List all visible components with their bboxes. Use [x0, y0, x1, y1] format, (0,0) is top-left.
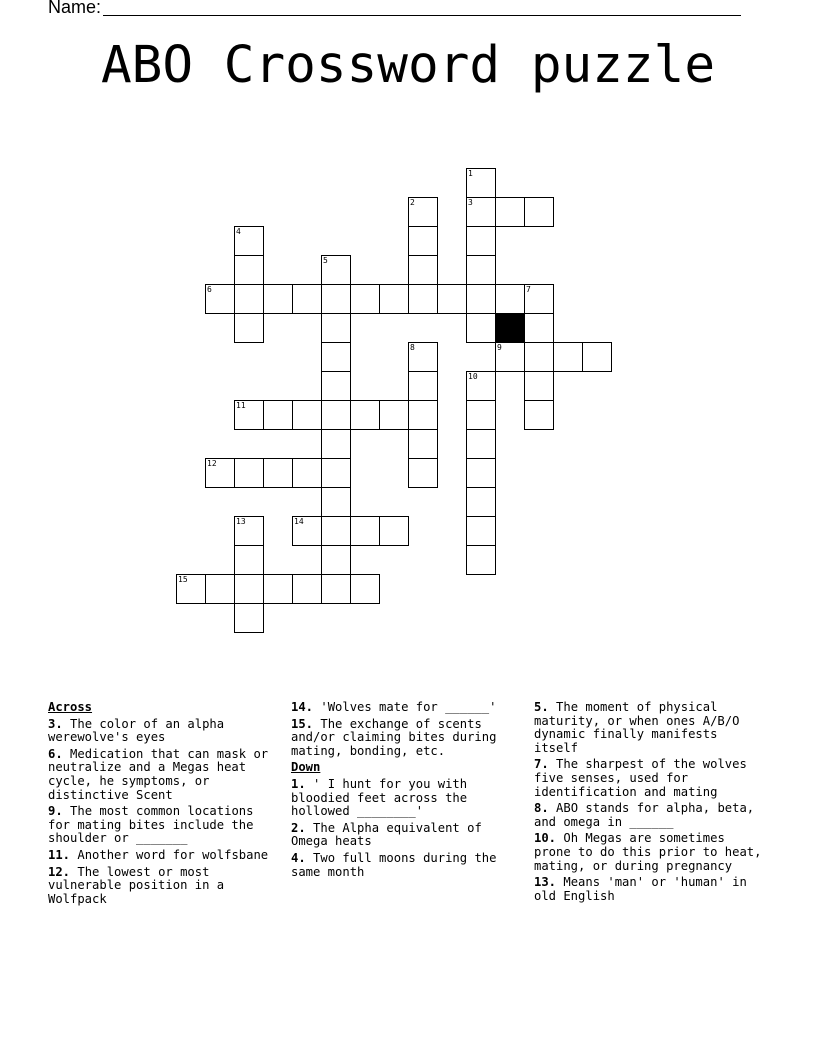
clue-number-1: 1 — [468, 169, 473, 178]
clue-number-8: 8 — [410, 343, 415, 352]
grid-cell[interactable] — [292, 400, 322, 430]
grid-cell[interactable] — [466, 487, 496, 517]
grid-cell[interactable] — [524, 197, 554, 227]
clue-text: Oh Megas are sometimes prone to do this prior to heat, mating, or during pregnancy — [534, 831, 769, 873]
page-title: ABO Crossword puzzle — [100, 36, 716, 95]
clue-text: The most common locations for mating bites include the shoulder or _______ — [48, 804, 261, 846]
grid-cell[interactable] — [234, 284, 264, 314]
clue-number-6: 6 — [207, 285, 212, 294]
grid-cell[interactable] — [234, 255, 264, 285]
down-clue-list-continued — [534, 700, 769, 903]
grid-cell[interactable] — [408, 226, 438, 256]
grid-cell[interactable] — [321, 487, 351, 517]
grid-cell[interactable] — [321, 516, 351, 546]
grid-cell[interactable] — [292, 284, 322, 314]
across-clue-list-continued — [291, 701, 521, 758]
clue-text: Two full moons during the same month — [291, 850, 504, 879]
grid-cell[interactable] — [350, 516, 380, 546]
clue-text: The lowest or most vulnerable position in a Wolfpack — [48, 864, 232, 906]
grid-cell[interactable] — [379, 284, 409, 314]
grid-cell[interactable] — [234, 458, 264, 488]
clue-text: The sharpest of the wolves five senses, used for identification and mating — [534, 757, 755, 799]
clue-number: 5. — [534, 700, 549, 714]
grid-cell[interactable] — [524, 313, 554, 343]
clue-text: Another word for wolfsbane — [70, 847, 269, 862]
across-clue-list — [48, 718, 278, 907]
grid-cell[interactable] — [408, 429, 438, 459]
grid-cell[interactable] — [321, 371, 351, 401]
across-clue — [291, 718, 521, 759]
across-heading: Across — [48, 700, 93, 714]
clue-number: 15. — [291, 716, 314, 731]
grid-cell[interactable] — [466, 400, 496, 430]
across-clue — [48, 748, 278, 802]
clue-number-4: 4 — [236, 227, 241, 236]
grid-cell[interactable] — [234, 603, 264, 633]
clue-number: 13. — [534, 875, 557, 890]
clue-number-5: 5 — [323, 256, 328, 265]
down-clue — [291, 822, 521, 849]
grid-cell[interactable] — [263, 574, 293, 604]
clue-number-13: 13 — [236, 517, 246, 526]
down-clue — [291, 852, 521, 879]
grid-cell[interactable] — [553, 342, 583, 372]
clue-number: 2. — [291, 820, 306, 835]
clue-text: The color of an alpha werewolve's eyes — [48, 716, 232, 745]
across-clue — [48, 849, 278, 863]
clues-column-3 — [534, 700, 769, 906]
clues-column-2 — [291, 701, 521, 882]
clue-number: 9. — [48, 804, 63, 819]
clue-number: 4. — [291, 850, 306, 865]
clue-number-15: 15 — [178, 575, 188, 584]
grid-cell[interactable] — [408, 255, 438, 285]
clue-number-10: 10 — [468, 372, 478, 381]
down-clue — [534, 876, 764, 903]
grid-cell[interactable] — [379, 400, 409, 430]
across-clue — [291, 701, 521, 715]
grid-cell[interactable] — [466, 545, 496, 575]
clue-text: Medication that can mask or neutralize and a Megas heat cycle, he symptoms, or distinctive Scent — [48, 746, 276, 802]
across-clue — [48, 866, 278, 907]
down-clue — [534, 831, 769, 873]
grid-cell[interactable] — [321, 574, 351, 604]
down-clue — [534, 701, 764, 755]
name-label: Name: — [48, 0, 102, 17]
clue-number: 10. — [534, 831, 557, 846]
grid-cell[interactable] — [321, 342, 351, 372]
clue-text: ' I hunt for you with bloodied feet across the hollowed ________' — [291, 776, 475, 819]
grid-cell[interactable] — [321, 400, 351, 430]
grid-cell[interactable] — [466, 255, 496, 285]
down-clue-list — [291, 778, 521, 879]
grid-cell[interactable] — [408, 371, 438, 401]
clue-number: 3. — [48, 716, 63, 731]
clue-number: 6. — [48, 746, 63, 761]
grid-cell[interactable] — [466, 516, 496, 546]
clue-number-2: 2 — [410, 198, 415, 207]
grid-cell[interactable] — [466, 429, 496, 459]
across-clue — [48, 718, 278, 745]
grid-cell[interactable] — [408, 458, 438, 488]
clue-number: 11. — [48, 847, 71, 862]
grid-cell[interactable] — [408, 284, 438, 314]
clue-number-3: 3 — [468, 198, 473, 207]
clue-text: 'Wolves mate for ______' — [313, 700, 497, 714]
down-heading: Down — [291, 760, 321, 775]
grid-cell[interactable] — [321, 313, 351, 343]
grid-cell[interactable] — [321, 458, 351, 488]
clue-number: 8. — [534, 801, 549, 816]
grid-cell[interactable] — [321, 429, 351, 459]
grid-cell[interactable] — [466, 284, 496, 314]
clue-number-12: 12 — [207, 459, 217, 468]
grid-cell[interactable] — [263, 458, 293, 488]
clue-number: 1. — [291, 776, 306, 791]
clue-text: The exchange of scents and/or claiming bites during mating, bonding, etc. — [291, 716, 504, 758]
grid-cell[interactable] — [350, 574, 380, 604]
down-clue — [534, 802, 764, 829]
down-clue — [534, 758, 764, 799]
grid-cell[interactable] — [234, 574, 264, 604]
grid-cell[interactable] — [350, 400, 380, 430]
clue-number: 14. — [291, 700, 314, 714]
clue-number: 7. — [534, 757, 549, 772]
grid-cell[interactable] — [263, 400, 293, 430]
clue-text: Means 'man' or 'human' in old English — [534, 875, 755, 903]
clue-text: ABO stands for alpha, beta, and omega in ______ — [534, 801, 762, 829]
grid-cell[interactable] — [379, 516, 409, 546]
clue-text: The Alpha equivalent of Omega heats — [291, 820, 490, 849]
grid-cell[interactable] — [205, 574, 235, 604]
clue-text: The moment of physical maturity, or when ones A/B/O dynamic finally manifests itself — [534, 700, 747, 755]
grid-cell[interactable] — [524, 400, 554, 430]
clue-number-11: 11 — [236, 401, 246, 410]
black-cell — [495, 313, 525, 343]
grid-cell[interactable] — [292, 458, 322, 488]
down-clue — [291, 778, 521, 819]
grid-cell[interactable] — [437, 284, 467, 314]
grid-cell[interactable] — [234, 545, 264, 575]
grid-cell[interactable] — [350, 284, 380, 314]
grid-cell[interactable] — [582, 342, 612, 372]
clue-number-9: 9 — [497, 343, 502, 352]
clue-number-7: 7 — [526, 285, 531, 294]
grid-cell[interactable] — [524, 342, 554, 372]
grid-cell[interactable] — [263, 284, 293, 314]
grid-cell[interactable] — [321, 545, 351, 575]
grid-cell[interactable] — [321, 284, 351, 314]
grid-cell[interactable] — [466, 313, 496, 343]
grid-cell[interactable] — [524, 371, 554, 401]
grid-cell[interactable] — [495, 284, 525, 314]
grid-cell[interactable] — [408, 400, 438, 430]
grid-cell[interactable] — [495, 197, 525, 227]
grid-cell[interactable] — [466, 226, 496, 256]
clue-number: 12. — [48, 864, 71, 879]
across-clue — [48, 805, 278, 846]
clue-number-14: 14 — [294, 517, 304, 526]
grid-cell[interactable] — [466, 458, 496, 488]
clues-column-1 — [48, 701, 278, 909]
grid-cell[interactable] — [292, 574, 322, 604]
grid-cell[interactable] — [234, 313, 264, 343]
